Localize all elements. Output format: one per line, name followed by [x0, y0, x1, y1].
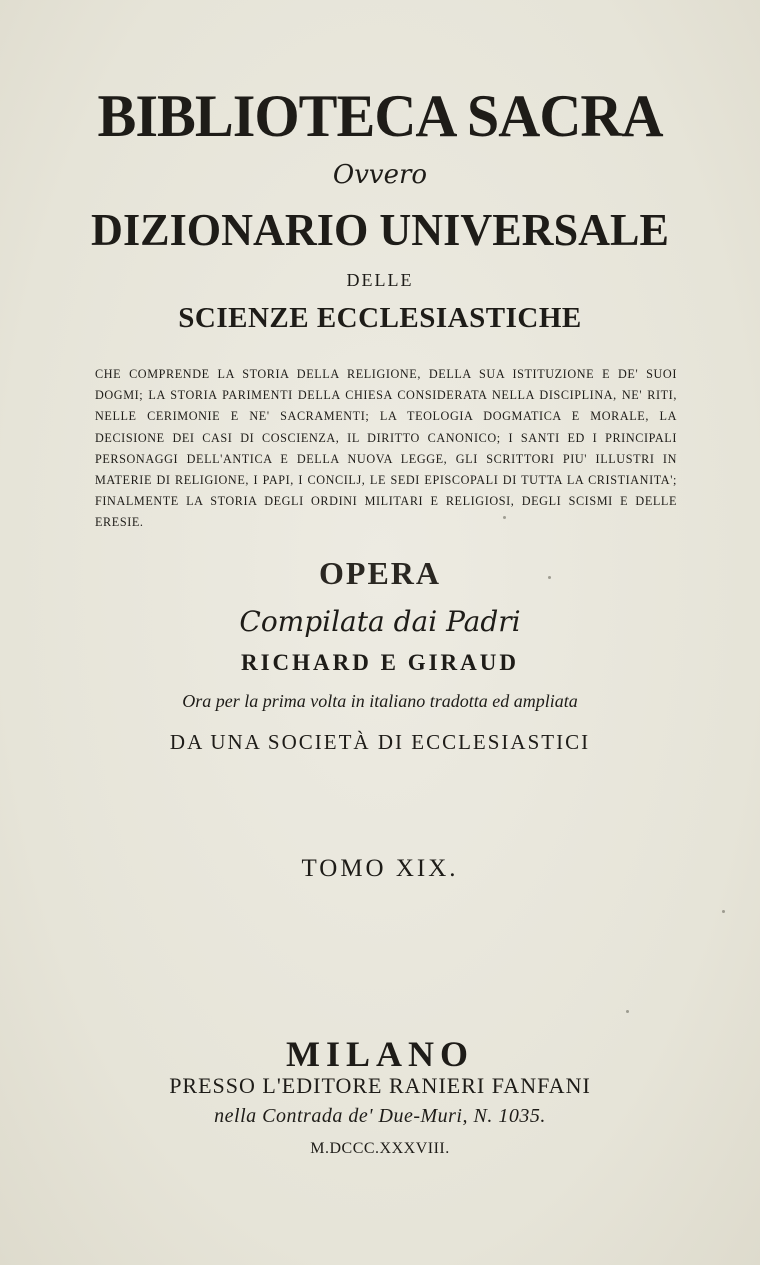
- authors: RICHARD E GIRAUD: [240, 650, 519, 675]
- book-subtitle: DIZIONARIO UNIVERSALE: [91, 204, 669, 255]
- paper-speck: [503, 516, 506, 519]
- city: MILANO: [286, 1034, 474, 1074]
- description-paragraph: CHE COMPRENDE LA STORIA DELLA RELIGIONE, DELLA SUA ISTITUZIONE E DE' SUOI DOGMI; LA STORIA PARIMENTI DELLA CHIESA CONSIDERATA NELLA DISCIPLINA, NE' RITI, NELLE CERIMONIE E NE' SACRAMENTI; LA TEOLOGIA DOGMATICA E MORALE, LA DECISIONE DEI CASI DI COSCIENZA, IL DIRITTO CANONICO; I SANTI ED I PRINCIPALI PERSONAGGI DELL'ANTICA E DELLA NUOVA LEGGE, GLI SCRITTORI PIU' ILLUSTRI IN MATERIE DI RELIGIONE, I PAPI, I CONCILJ, LE SEDI EPISCOPALI DI TUTTA LA CRISTIANITA'; FINALMENTE LA STORIA DEGLI ORDINI MILITARI E RELIGIOSI, DEGLI SCISMI E DELLE ERESIE.: [95, 367, 677, 530]
- publisher-address: nella Contrada de' Due-Muri, N. 1035.: [214, 1105, 546, 1127]
- book-title: BIBLIOTECA SACRA: [97, 83, 663, 149]
- translation-note: Ora per la prima volta in italiano tradotta ed ampliata: [182, 691, 578, 711]
- publication-year: M.DCCC.XXXVIII.: [310, 1140, 450, 1157]
- delle-text: DELLE: [346, 270, 414, 290]
- opera-heading: OPERA: [319, 555, 441, 591]
- publisher: PRESSO L'EDITORE RANIERI FANFANI: [169, 1073, 591, 1098]
- paper-speck: [626, 1010, 629, 1013]
- book-subject: SCIENZE ECCLESIASTICHE: [178, 302, 582, 334]
- compiled-by-text: Compilata dai Padri: [239, 605, 521, 638]
- translator-society: DA UNA SOCIETÀ DI ECCLESIASTICI: [169, 730, 591, 754]
- paper-speck: [548, 576, 551, 579]
- paper-speck: [722, 910, 725, 913]
- volume-number: TOMO XIX.: [301, 855, 459, 882]
- ovvero-text: Ovvero: [332, 160, 428, 190]
